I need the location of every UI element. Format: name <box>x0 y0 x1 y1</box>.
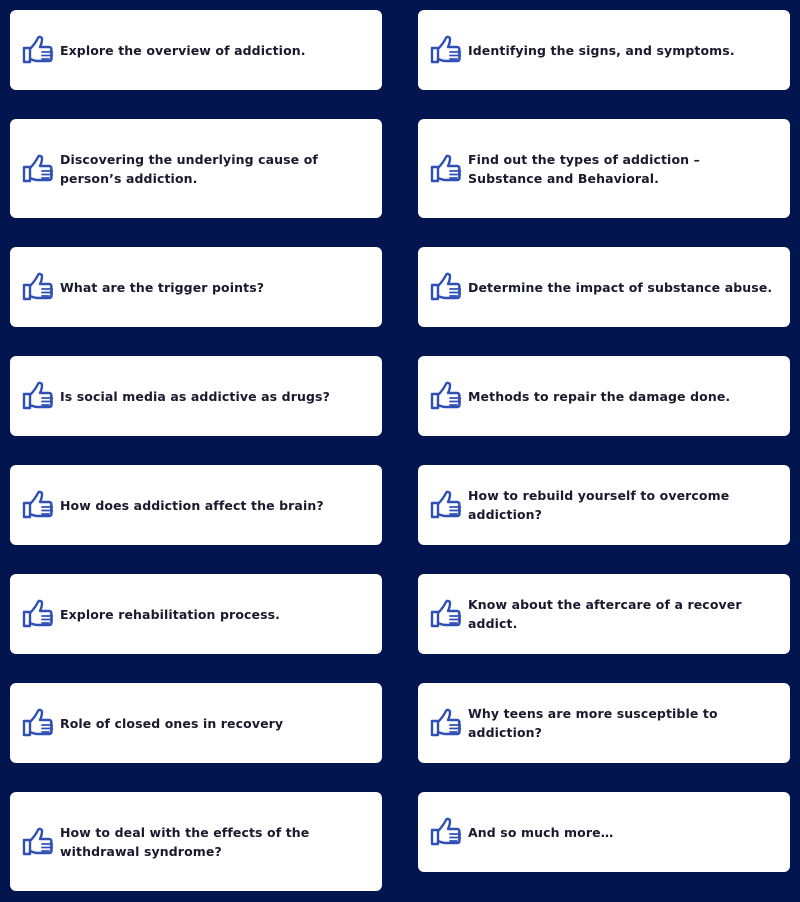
topic-text: How does addiction affect the brain? <box>60 497 324 513</box>
topic-text: Discovering the underlying cause of person’s addiction. <box>60 151 318 186</box>
thumbs-up-icon <box>20 597 54 631</box>
thumbs-up-icon <box>20 825 54 859</box>
topic-text: Why teens are more susceptible to addiction? <box>468 706 718 740</box>
topic-card <box>418 119 790 218</box>
thumbs-up-icon <box>428 815 462 849</box>
topic-text: Find out the types of addiction – Substance and Behavioral. <box>468 151 700 186</box>
topic-card <box>418 356 790 436</box>
topic-card <box>10 683 382 763</box>
thumbs-up-icon <box>20 270 54 304</box>
topic-card <box>418 683 790 763</box>
topic-card <box>418 792 790 872</box>
thumbs-up-icon <box>20 379 54 413</box>
thumbs-up-icon <box>428 33 462 67</box>
topic-card <box>418 10 790 90</box>
thumbs-up-icon <box>20 152 54 186</box>
topic-text: Is social media as addictive as drugs? <box>60 388 330 404</box>
thumbs-up-icon <box>20 33 54 67</box>
topic-card <box>10 119 382 218</box>
topic-card <box>418 247 790 327</box>
topic-text: What are the trigger points? <box>60 279 265 295</box>
thumbs-up-icon <box>428 488 462 522</box>
topic-card <box>418 574 790 654</box>
topic-text: Identifying the signs, and symptoms. <box>468 42 735 58</box>
topic-card <box>10 247 382 327</box>
topic-text: Role of closed ones in recovery <box>60 715 284 731</box>
topic-text: Determine the impact of substance abuse. <box>468 279 773 295</box>
thumbs-up-icon <box>428 270 462 304</box>
topic-card <box>10 356 382 436</box>
topic-text: Explore rehabilitation process. <box>60 606 281 622</box>
topic-card <box>10 10 382 90</box>
thumbs-up-icon <box>428 706 462 740</box>
topic-card <box>418 465 790 545</box>
topic-card <box>10 792 382 891</box>
thumbs-up-icon <box>428 152 462 186</box>
topic-text: Know about the aftercare of a recover addict. <box>468 597 742 631</box>
topic-text: How to rebuild yourself to overcome addiction? <box>468 488 730 522</box>
topic-text: Explore the overview of addiction. <box>60 42 306 58</box>
topic-text: How to deal with the effects of the withdrawal syndrome? <box>60 824 310 859</box>
topic-text: And so much more… <box>468 824 614 840</box>
thumbs-up-icon <box>428 597 462 631</box>
thumbs-up-icon <box>20 488 54 522</box>
topic-card <box>10 574 382 654</box>
topic-text: Methods to repair the damage done. <box>468 388 731 404</box>
thumbs-up-icon <box>428 379 462 413</box>
topic-card <box>10 465 382 545</box>
thumbs-up-icon <box>20 706 54 740</box>
